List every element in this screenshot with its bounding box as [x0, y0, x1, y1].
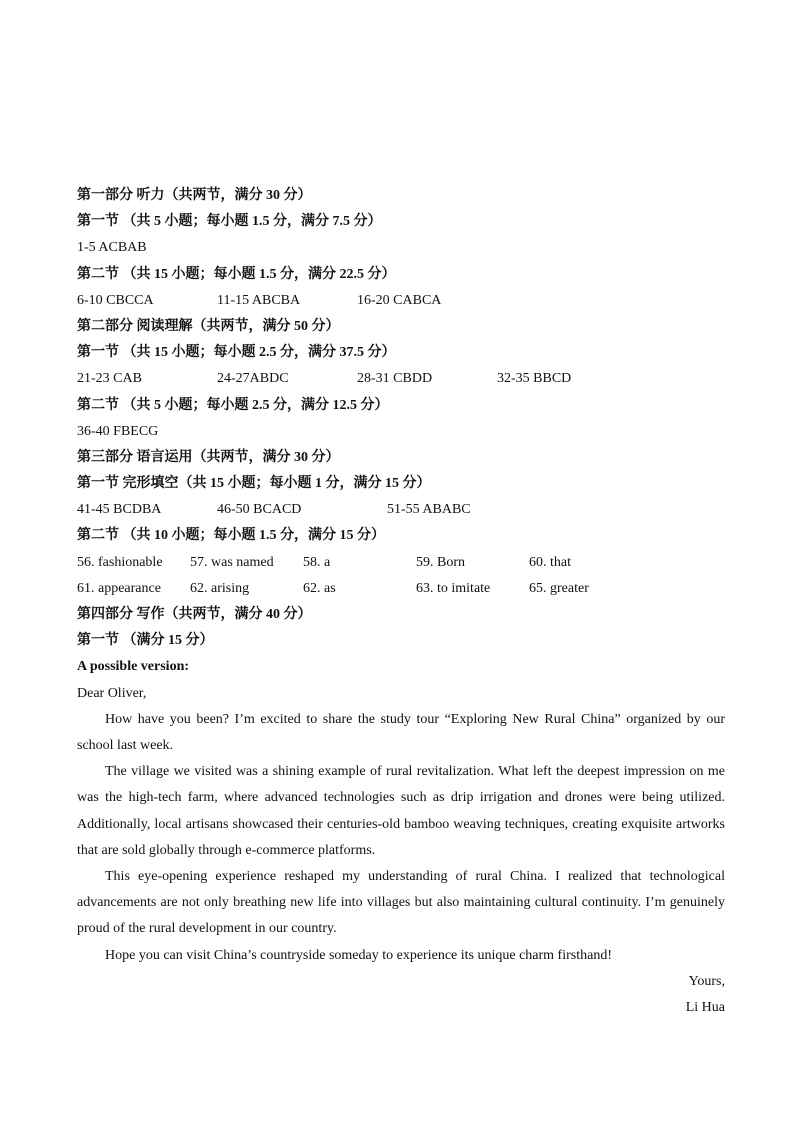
- reading-section2-answers: [77, 419, 725, 445]
- letter-salutation: Dear Oliver,: [77, 685, 147, 701]
- letter-signature: Li Hua: [685, 999, 725, 1015]
- language-section1-title: 第一节 完形填空（共 15 小题；每小题 1 分，满分 15 分）: [77, 476, 431, 492]
- language-section1-answers: [77, 497, 725, 523]
- answer-group: 36-40 FBECG: [77, 423, 159, 439]
- reading-section1-title: 第一节 （共 15 小题；每小题 2.5 分，满分 37.5 分）: [77, 345, 396, 361]
- answer-group: 28-31 CBDD: [357, 371, 433, 387]
- answer-group: 1-5 ACBAB: [77, 240, 147, 256]
- letter-paragraph: How have you been? I’m excited to share the study tour “Exploring New Rural China” organized by our school last week.: [77, 711, 725, 753]
- language-section2-title: 第二节 （共 10 小题；每小题 1.5 分，满分 15 分）: [77, 528, 385, 544]
- listening-title: 第一部分 听力（共两节，满分 30 分）: [77, 188, 312, 203]
- answer-item: 61. appearance: [77, 580, 161, 596]
- language-title: 第三部分 语言运用（共两节，满分 30 分）: [77, 449, 340, 465]
- answer-group: 32-35 BBCD: [497, 371, 572, 387]
- answer-group: 6-10 CBCCA: [77, 292, 154, 308]
- answer-item: 62. arising: [190, 580, 250, 596]
- reading-section2-title: 第二节 （共 5 小题；每小题 2.5 分，满分 12.5 分）: [77, 397, 389, 413]
- reading-title: 第二部分 阅读理解（共两节，满分 50 分）: [77, 318, 340, 334]
- writing-title: 第四部分 写作（共两节，满分 40 分）: [77, 607, 312, 622]
- answer-key-page: [77, 183, 725, 1021]
- answer-group: 41-45 BCDBA: [77, 502, 162, 518]
- listening-section2-answers: [77, 288, 725, 314]
- language-section2-row1: [77, 550, 725, 576]
- listening-section1-answers: [77, 235, 725, 261]
- writing-section1-title: 第一节 （满分 15 分）: [77, 633, 214, 649]
- answer-item: 60. that: [529, 554, 571, 570]
- answer-item: 56. fashionable: [77, 554, 163, 570]
- answer-group: 11-15 ABCBA: [217, 292, 301, 308]
- answer-item: 62. as: [303, 580, 336, 596]
- answer-group: 24-27ABDC: [217, 371, 289, 387]
- letter-paragraph: Hope you can visit China’s countryside someday to experience its unique charm firsthand!: [105, 947, 612, 963]
- letter-paragraph: This eye-opening experience reshaped my understanding of rural China. I realized that technological advancements are not only breathing new life into villages but also maintaining cultural continuity. I’m genuinely proud of the rural development in our country.: [77, 868, 725, 937]
- letter-closing: Yours,: [688, 973, 725, 989]
- listening-section1-title: 第一节 （共 5 小题；每小题 1.5 分，满分 7.5 分）: [77, 214, 382, 230]
- answer-group: 46-50 BCACD: [217, 502, 302, 518]
- reading-section1-answers: [77, 366, 725, 392]
- listening-section2-title: 第二节 （共 15 小题；每小题 1.5 分，满分 22.5 分）: [77, 266, 396, 282]
- answer-item: 59. Born: [416, 554, 465, 570]
- answer-group: 21-23 CAB: [77, 371, 142, 387]
- letter-paragraph: The village we visited was a shining example of rural revitalization. What left the deepest impression on me was the high-tech farm, where advanced technologies such as drip irrigation and drones were being utilized. Additionally, local artisans showcased their centuries-old bamboo weaving techniques, creating exquisite artworks that are sold globally through e-commerce platforms.: [77, 764, 725, 858]
- possible-version-label: A possible version:: [77, 659, 190, 675]
- answer-item: 57. was named: [190, 554, 274, 570]
- language-section2-row2: [77, 576, 725, 602]
- answer-item: 58. a: [303, 554, 331, 570]
- answer-group: 51-55 ABABC: [387, 502, 471, 518]
- answer-group: 16-20 CABCA: [357, 292, 442, 308]
- answer-item: 65. greater: [529, 580, 589, 596]
- answer-item: 63. to imitate: [416, 580, 491, 596]
